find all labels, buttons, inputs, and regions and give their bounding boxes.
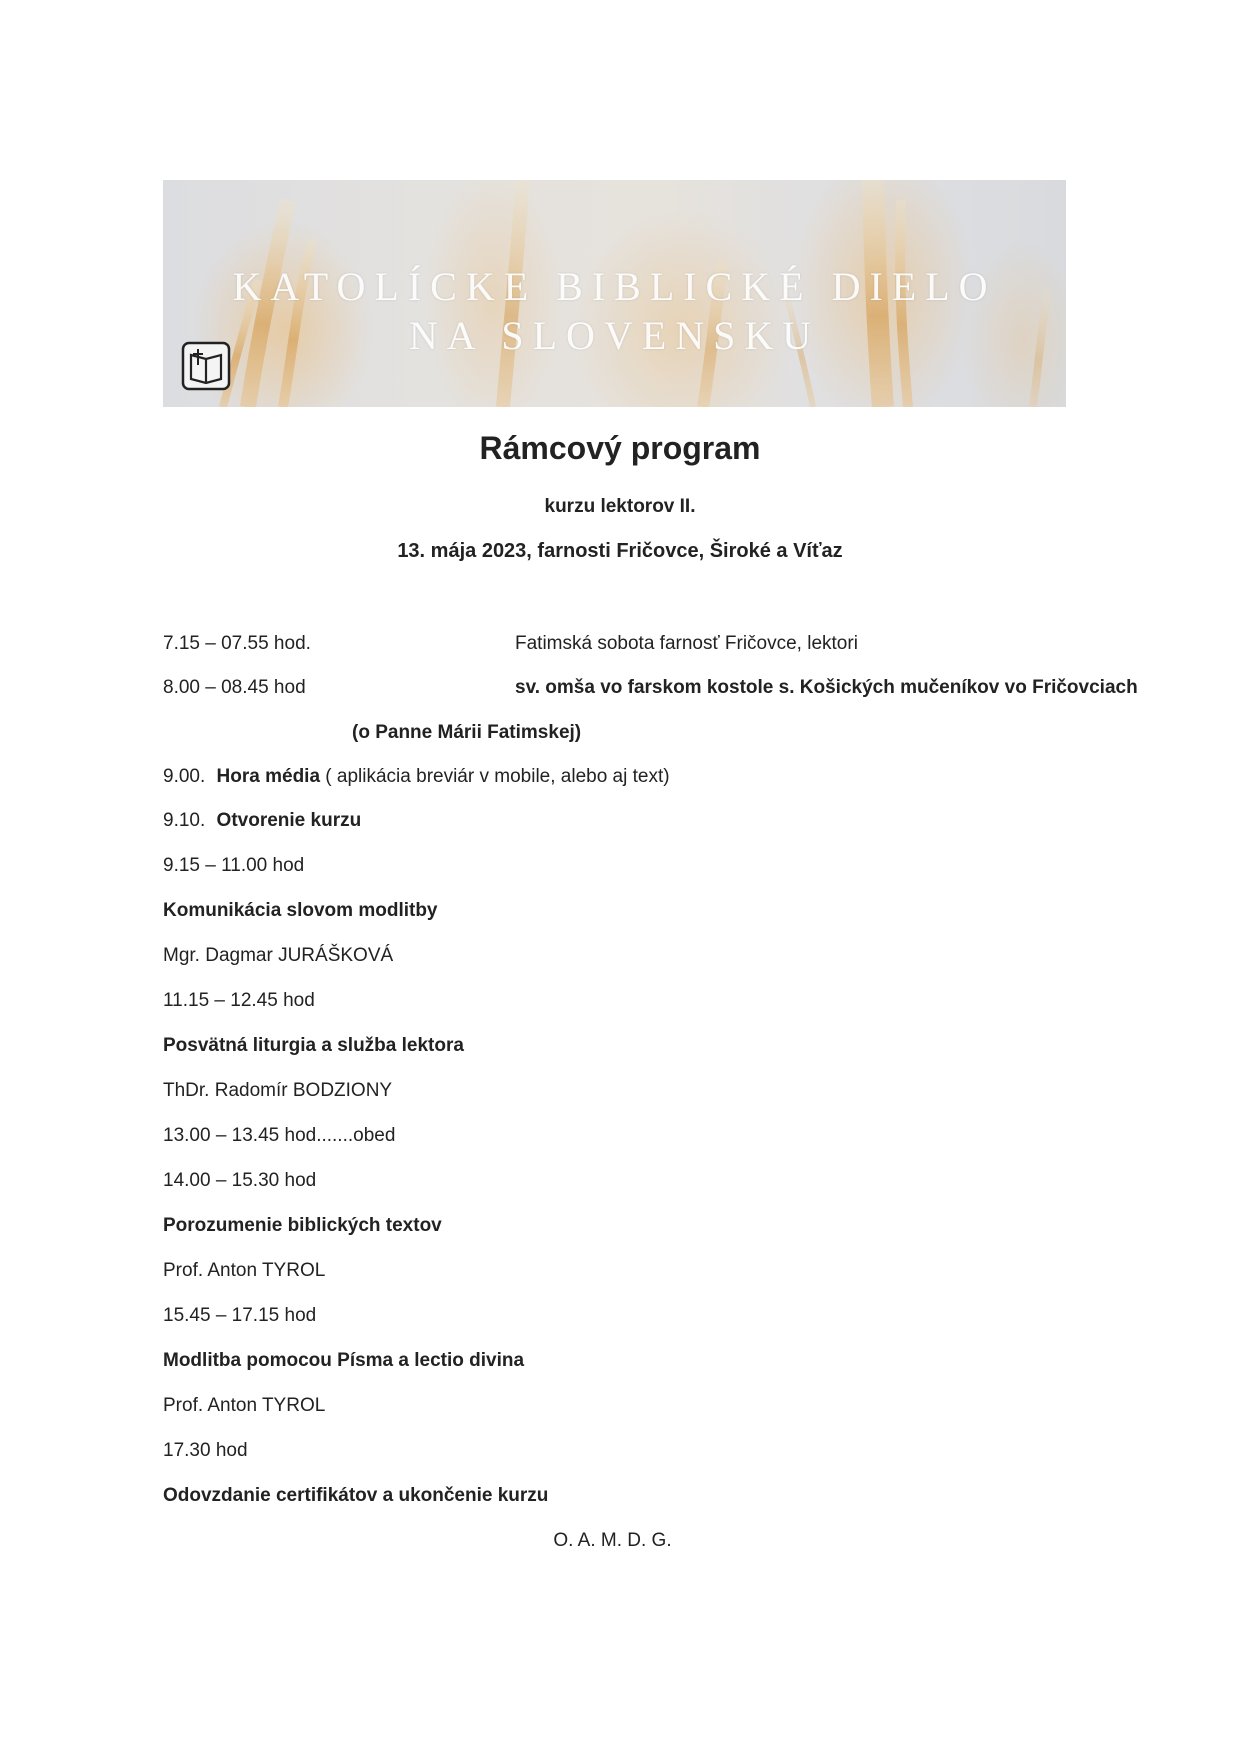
- schedule-text-continuation: (o Panne Márii Fatimskej): [352, 722, 582, 743]
- schedule-line: 11.15 – 12.45 hod: [163, 990, 315, 1011]
- schedule-line: Odovzdanie certifikátov a ukončenie kurzu: [163, 1485, 549, 1506]
- schedule-line: Posvätná liturgia a služba lektora: [163, 1035, 464, 1056]
- header-banner: [163, 180, 1066, 407]
- open-book-cross-icon: [181, 341, 231, 391]
- schedule-line: Mgr. Dagmar JURÁŠKOVÁ: [163, 945, 394, 966]
- schedule-time: 9.00.: [163, 766, 206, 787]
- date-location-line: 13. mája 2023, farnosti Fričovce, Široké a Víťaz: [397, 540, 843, 562]
- schedule-title: Hora média: [216, 766, 321, 787]
- schedule-line: 14.00 – 15.30 hod: [163, 1170, 317, 1191]
- schedule-time: 7.15 – 07.55 hod.: [163, 633, 311, 654]
- schedule-time: 9.10.: [163, 810, 206, 831]
- schedule-note: ( aplikácia breviár v mobile, alebo aj text): [320, 766, 670, 787]
- schedule-line: 13.00 – 13.45 hod.......obed: [163, 1125, 396, 1146]
- page-title: Rámcový program: [479, 430, 761, 466]
- schedule-line: Komunikácia slovom modlitby: [163, 900, 438, 921]
- schedule-line: Prof. Anton TYROL: [163, 1260, 326, 1281]
- schedule-text: Fatimská sobota farnosť Fričovce, lektori: [515, 633, 858, 654]
- schedule-line: ThDr. Radomír BODZIONY: [163, 1080, 393, 1101]
- schedule-title: Otvorenie kurzu: [216, 810, 362, 831]
- schedule-line: 9.15 – 11.00 hod: [163, 855, 305, 876]
- schedule-row: [163, 677, 1138, 699]
- banner-title-line-2: NA SLOVENSKU: [408, 313, 821, 358]
- schedule-time: 8.00 – 08.45 hod: [163, 677, 306, 698]
- page-subtitle: kurzu lektorov II.: [544, 496, 696, 517]
- schedule-row: [163, 633, 858, 655]
- schedule-row: [163, 766, 670, 788]
- schedule-line: Modlitba pomocou Písma a lectio divina: [163, 1350, 525, 1371]
- schedule-line: Porozumenie biblických textov: [163, 1215, 442, 1236]
- closing-text: O. A. M. D. G.: [553, 1530, 672, 1551]
- schedule-line: 17.30 hod: [163, 1440, 248, 1461]
- schedule-row: [163, 810, 361, 832]
- schedule-line: 15.45 – 17.15 hod: [163, 1305, 317, 1326]
- schedule-line: Prof. Anton TYROL: [163, 1395, 326, 1416]
- banner-title-line-1: KATOLÍCKE BIBLICKÉ DIELO: [232, 264, 997, 309]
- schedule-text: sv. omša vo farskom kostole s. Košických mučeníkov vo Fričovciach: [515, 677, 1138, 698]
